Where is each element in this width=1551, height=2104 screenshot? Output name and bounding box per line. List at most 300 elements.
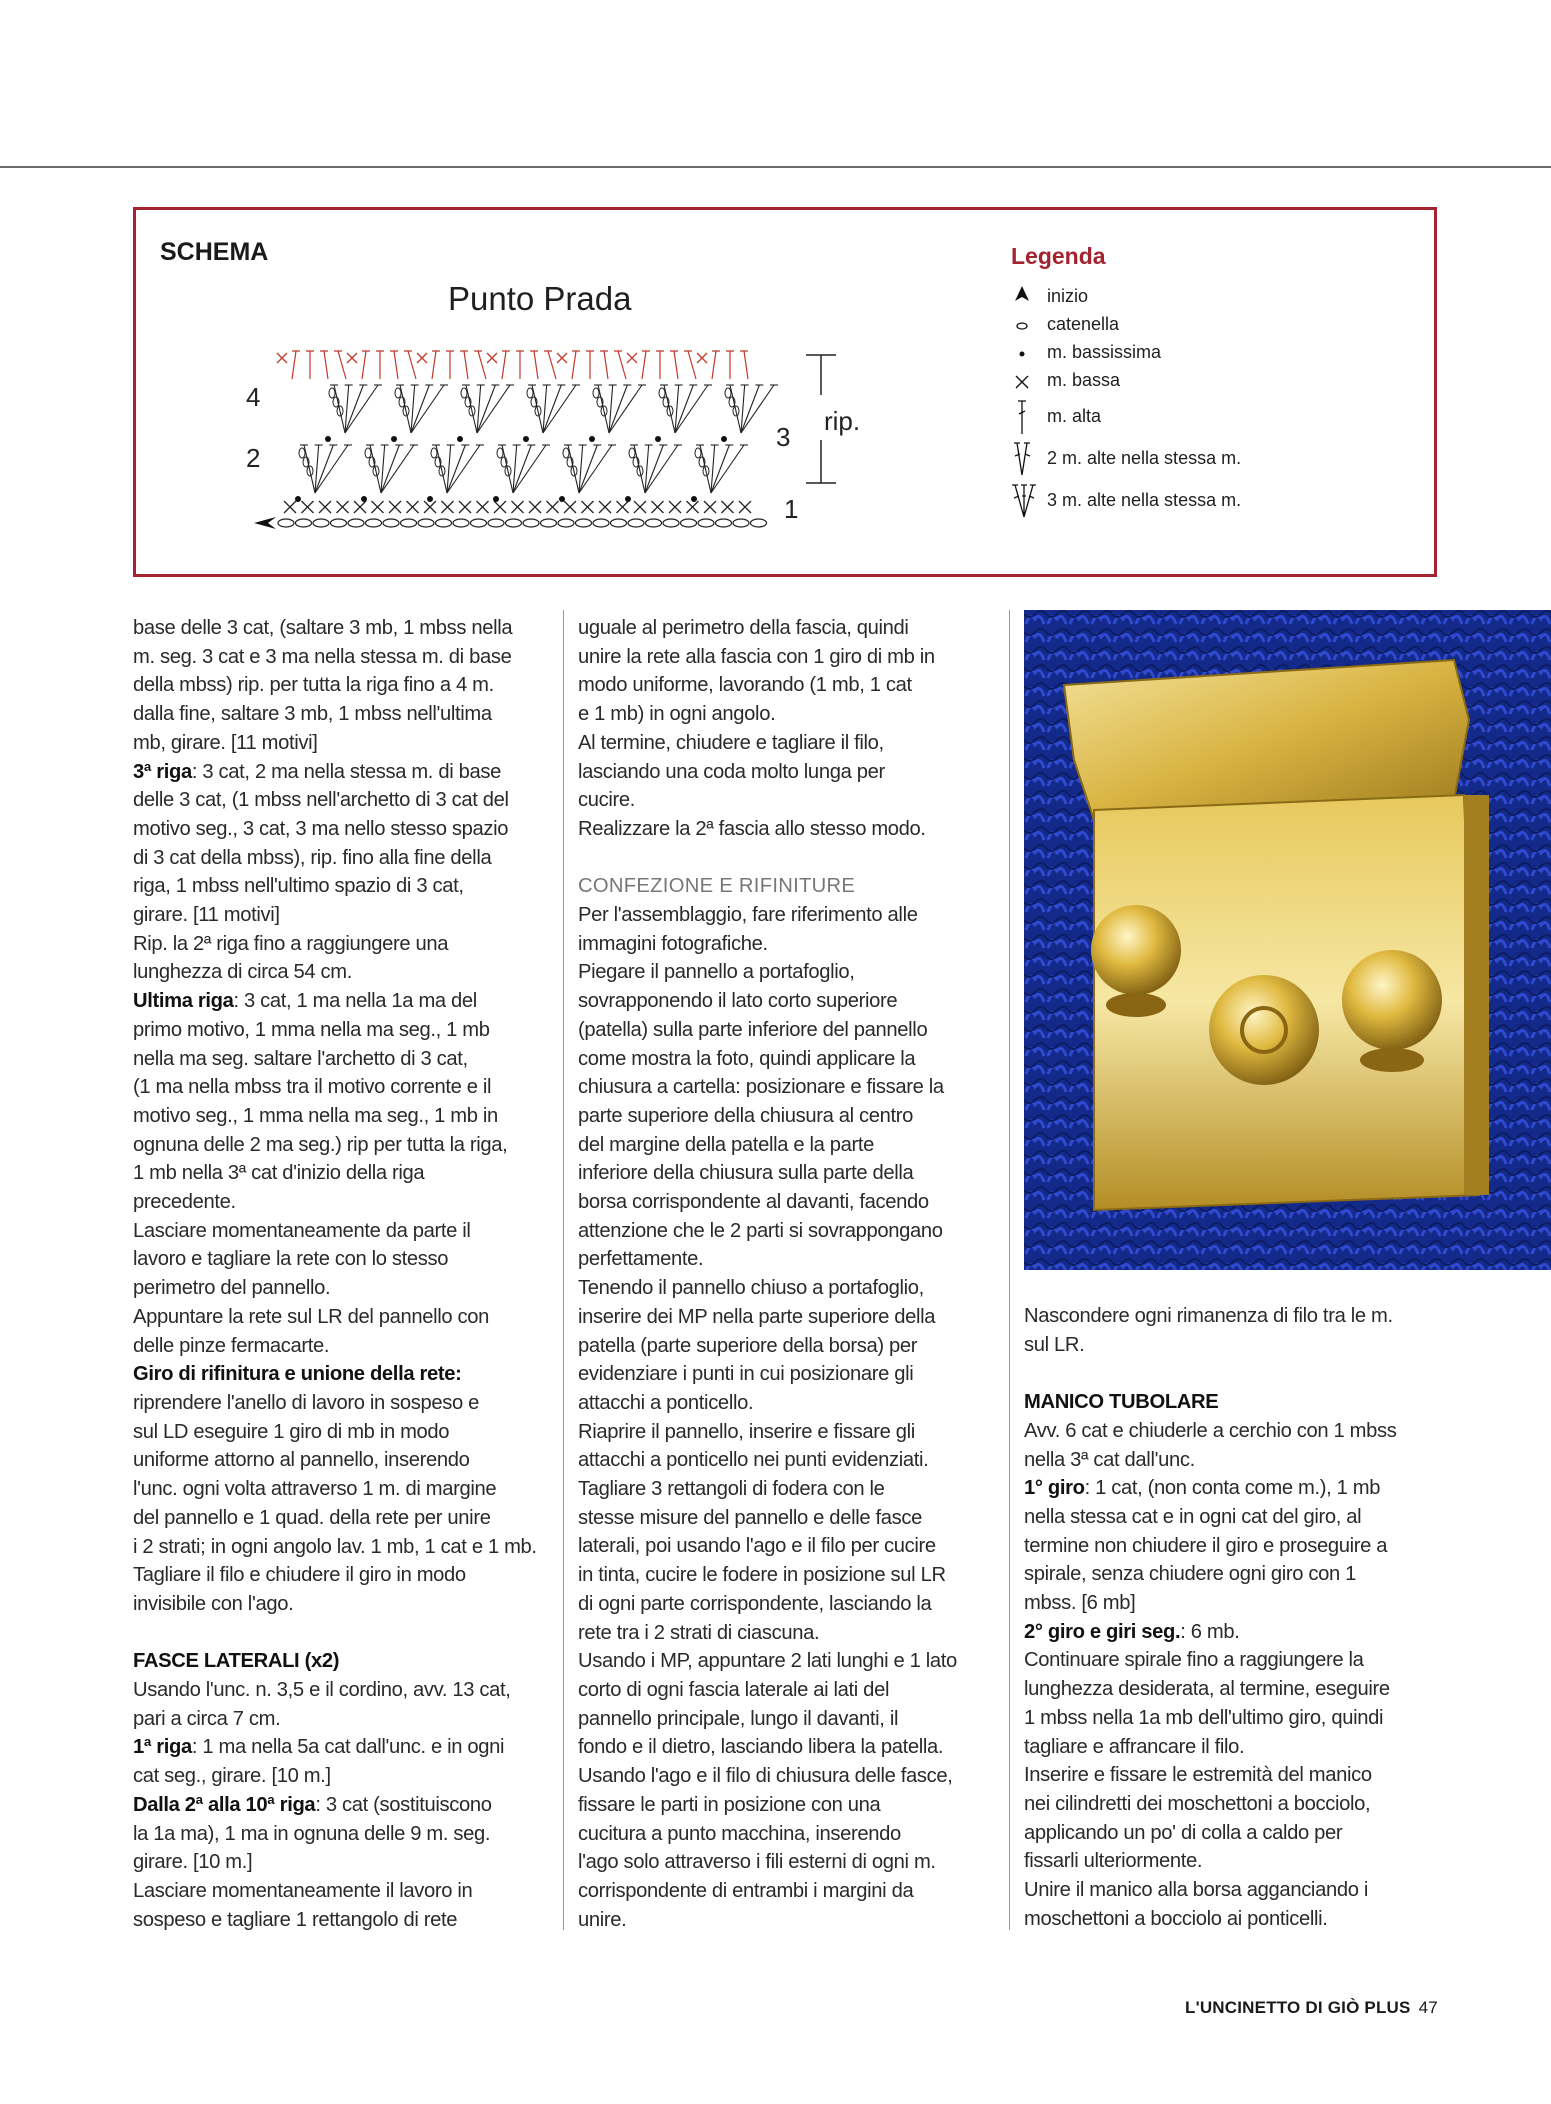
text-line: corto di ogni fascia laterale ai lati del xyxy=(578,1679,890,1701)
chain-stitch xyxy=(453,519,469,527)
double-crochet-stitch xyxy=(516,351,524,379)
row-label-4: 4 xyxy=(246,382,261,412)
text-line: fissare le parti in posizione con una xyxy=(578,1793,881,1816)
text-line: corrispondente di entrambi i margini da xyxy=(578,1879,914,1902)
text-line: Nascondere ogni rimanenza di filo tra le m. xyxy=(1024,1305,1393,1327)
magazine-name: L'UNCINETTO DI GIÒ PLUS xyxy=(1185,1998,1411,2017)
text-line: riprendere l'anello di lavoro in sospeso e xyxy=(133,1391,480,1414)
chain-stitch xyxy=(629,448,635,458)
double-crochet-stitch xyxy=(670,351,678,379)
slip-stitch-dot xyxy=(523,436,529,442)
single-crochet-stitch xyxy=(599,501,611,513)
legend-label: 2 m. alte nella stessa m. xyxy=(1047,448,1242,468)
text-line: attacchi a ponticello nei punti evidenziati. xyxy=(578,1449,929,1472)
text-line: perimetro del pannello. xyxy=(133,1277,331,1300)
double-crochet-stitch xyxy=(362,351,370,379)
single-crochet-stitch xyxy=(487,353,497,363)
text-line: Riaprire il pannello, inserire e fissare gli xyxy=(578,1420,915,1443)
double-crochet-stitch xyxy=(614,351,626,379)
legend-title: Legenda xyxy=(1011,243,1106,269)
single-crochet-row xyxy=(284,501,751,513)
text-line: Lasciare momentaneamente il lavoro in xyxy=(133,1879,473,1902)
single-crochet-stitch xyxy=(407,501,419,513)
double-crochet-stitch xyxy=(634,445,645,493)
single-crochet-stitch xyxy=(512,501,524,513)
single-crochet-stitch xyxy=(529,501,541,513)
text-line: rete tra i 2 strati di ciascuna. xyxy=(578,1621,820,1644)
chain-stitch xyxy=(366,519,382,527)
chain-stitch xyxy=(611,519,627,527)
chain-stitch xyxy=(348,519,364,527)
double-crochet-stitch xyxy=(411,385,444,433)
text-line: Continuare spirale fino a raggiungere la xyxy=(1024,1649,1364,1672)
text-line: Appuntare la rete sul LR del pannello con xyxy=(133,1305,490,1328)
text-line: delle 3 cat, (1 mbss nell'archetto di 3 cat del xyxy=(133,789,509,812)
text-line: riga, 1 mbss nell'ultimo spazio di 3 cat, xyxy=(133,875,464,898)
double-crochet-stitch xyxy=(568,445,579,493)
round-1-instruction xyxy=(1024,1474,1444,1503)
single-crochet-stitch xyxy=(704,501,716,513)
chain-stitch xyxy=(681,519,697,527)
text-line: Usando l'ago e il filo di chiusura delle fasce, xyxy=(578,1765,953,1788)
text-line: parte superiore della chiusura al centro xyxy=(578,1104,913,1127)
text-line: della mbss) rip. per tutta la riga fino a 4 m. xyxy=(133,674,494,697)
chain-stitch xyxy=(576,519,592,527)
chain-stitch xyxy=(563,448,569,458)
text-line: spirale, senza chiudere ogni giro con 1 xyxy=(1024,1563,1356,1586)
three-double-crochet-icon xyxy=(1011,480,1033,525)
slip-stitch-dot xyxy=(493,496,499,502)
chain-stitch xyxy=(436,519,452,527)
slip-stitch-dot xyxy=(457,436,463,442)
chain-stitch xyxy=(488,519,504,527)
double-crochet-stitch xyxy=(675,385,708,433)
double-crochet-stitch xyxy=(292,351,300,379)
row-1-instruction xyxy=(133,1733,553,1762)
text-line: inserire dei MP nella parte superiore della xyxy=(578,1305,936,1328)
text-line: fissarli ulteriormente. xyxy=(1024,1850,1203,1873)
text-line: uniforme attorno al pannello, inserendo xyxy=(133,1449,470,1472)
text-run: : 3 cat, 2 ma nella stessa m. di base xyxy=(191,760,501,783)
text-line: lunghezza desiderata, al termine, eseguire xyxy=(1024,1678,1390,1701)
chain-stitch xyxy=(695,448,701,458)
legend xyxy=(1011,243,1431,522)
double-crochet-icon xyxy=(1011,396,1033,441)
stitch-diagram xyxy=(246,335,906,565)
single-crochet-stitch xyxy=(697,353,707,363)
text-line: sospeso e tagliare 1 rettangolo di rete xyxy=(133,1908,458,1931)
text-line: i 2 strati; in ogni angolo lav. 1 mb, 1 cat e 1 mb. xyxy=(133,1535,537,1558)
double-crochet-stitch xyxy=(345,385,378,433)
chain-stitch xyxy=(663,519,679,527)
text-line: sovrapponendo il lato corto superiore xyxy=(578,990,898,1013)
legend-label: m. bassa xyxy=(1047,370,1121,390)
text-line: Usando i MP, appuntare 2 lati lunghi e 1 lato xyxy=(578,1650,957,1673)
single-crochet-stitch xyxy=(337,501,349,513)
double-crochet-stitch xyxy=(376,351,384,379)
text-line: chiusura a cartella: posizionare e fissare la xyxy=(578,1076,944,1099)
top-rule xyxy=(0,166,1551,168)
slip-stitch-dot xyxy=(655,436,661,442)
single-crochet-stitch xyxy=(302,501,314,513)
text-line: tagliare e affrancare il filo. xyxy=(1024,1735,1245,1758)
chain-stitch xyxy=(716,519,732,527)
text-line: Usando l'unc. n. 3,5 e il cordino, avv. 13 cat, xyxy=(133,1679,511,1701)
double-crochet-stitch xyxy=(334,351,346,379)
single-crochet-stitch xyxy=(564,501,576,513)
start-arrow-icon xyxy=(254,517,276,529)
slip-stitch-dot xyxy=(361,496,367,502)
single-crochet-stitch xyxy=(354,501,366,513)
slip-stitch-dot xyxy=(691,496,697,502)
text-line: di 3 cat della mbss), rip. fino alla fine della xyxy=(133,846,492,869)
text-line: dalla fine, saltare 3 mb, 1 mbss nell'ultima xyxy=(133,703,492,726)
single-crochet-stitch xyxy=(634,501,646,513)
single-crochet-stitch xyxy=(424,501,436,513)
text-line: mb, girare. [11 motivi] xyxy=(133,731,318,754)
text-line: applicando un po' di colla a caldo per xyxy=(1024,1821,1343,1844)
text-line: base delle 3 cat, (saltare 3 mb, 1 mbss nella xyxy=(133,617,513,639)
double-crochet-stitch xyxy=(700,445,711,493)
single-crochet-stitch xyxy=(494,501,506,513)
double-crochet-stitch xyxy=(466,385,477,433)
single-crochet-stitch xyxy=(477,501,489,513)
double-crochet-stitch xyxy=(711,445,744,493)
double-crochet-stitch xyxy=(726,351,734,379)
last-row-instruction xyxy=(133,987,553,1016)
text-column-2 xyxy=(578,614,998,1934)
legend-item-two-double-crochet xyxy=(1011,438,1431,480)
double-crochet-stitch xyxy=(664,385,675,433)
text-line: la 1a ma), 1 ma in ognuna delle 9 m. seg. xyxy=(133,1822,491,1845)
text-line: 1 mbss nella 1a mb dell'ultimo giro, quindi xyxy=(1024,1706,1384,1729)
text-line: laterali, poi usando l'ago e il filo per cucire xyxy=(578,1535,936,1558)
text-line: Tenendo il pannello chiuso a portafoglio, xyxy=(578,1277,924,1300)
text-line: invisibile con l'ago. xyxy=(133,1592,294,1615)
double-crochet-stitch xyxy=(609,385,642,433)
double-crochet-stitch xyxy=(306,351,314,379)
row-heading: 1ª riga xyxy=(133,1736,192,1759)
text-line: cucire. xyxy=(578,789,636,812)
double-crochet-stitch xyxy=(656,351,664,379)
text-line: motivo seg., 3 cat, 3 ma nello stesso spazio xyxy=(133,817,509,840)
page-number: 47 xyxy=(1418,1998,1438,2017)
top-row xyxy=(277,351,748,379)
double-crochet-stitch xyxy=(684,351,696,379)
single-crochet-stitch xyxy=(459,501,471,513)
single-crochet-stitch xyxy=(582,501,594,513)
text-line: primo motivo, 1 mma nella ma seg., 1 mb xyxy=(133,1018,490,1041)
text-line: nella 3ª cat dall'unc. xyxy=(1024,1448,1195,1471)
single-crochet-stitch xyxy=(389,501,401,513)
slip-stitch-dot xyxy=(589,436,595,442)
text-line: (1 ma nella mbss tra il motivo corrente e il xyxy=(133,1076,492,1099)
text-line: cucitura a punto macchina, inserendo xyxy=(578,1822,901,1845)
single-crochet-stitch xyxy=(722,501,734,513)
double-crochet-stitch xyxy=(598,385,609,433)
legend-item-three-double-crochet xyxy=(1011,480,1431,522)
chain-stitch xyxy=(541,519,557,527)
chain-icon xyxy=(1011,312,1033,337)
legend-label: inizio xyxy=(1047,286,1089,306)
double-crochet-stitch xyxy=(579,445,612,493)
legend-label: m. bassissima xyxy=(1047,342,1162,362)
text-line: modo uniforme, lavorando (1 mb, 1 cat xyxy=(578,674,912,697)
schema-title: SCHEMA xyxy=(160,238,269,266)
single-crochet-stitch xyxy=(547,501,559,513)
text-line: precedente. xyxy=(133,1191,236,1214)
row-label-1: 1 xyxy=(784,494,799,524)
text-run: : 3 cat, 1 ma nella 1a ma del xyxy=(233,990,477,1013)
chain-stitch xyxy=(628,519,644,527)
text-line: girare. [11 motivi] xyxy=(133,904,280,927)
double-crochet-stitch xyxy=(532,385,543,433)
legend-label: catenella xyxy=(1047,314,1120,334)
double-crochet-stitch xyxy=(460,351,468,379)
text-line: del pannello e 1 quad. della rete per unire xyxy=(133,1506,491,1529)
slip-stitch-dot xyxy=(295,496,301,502)
text-line: Realizzare la 2ª fascia allo stesso modo. xyxy=(578,817,926,840)
text-line: 1 mb nella 3ª cat d'inizio della riga xyxy=(133,1162,425,1185)
slip-stitch-icon xyxy=(1011,340,1033,365)
text-line: inferiore della chiusura sulla parte della xyxy=(578,1162,914,1185)
text-line: come mostra la foto, quindi applicare la xyxy=(578,1047,916,1070)
text-line: borsa corrispondente al davanti, facendo xyxy=(578,1191,929,1214)
double-crochet-stitch xyxy=(370,445,381,493)
text-line: delle pinze fermacarte. xyxy=(133,1334,330,1357)
double-crochet-stitch xyxy=(502,351,510,379)
start-arrow-icon xyxy=(1011,284,1033,309)
text-line: stesse misure del pannello e delle fasce xyxy=(578,1506,922,1529)
chain-stitch xyxy=(506,519,522,527)
text-line: sul LD eseguire 1 giro di mb in modo xyxy=(133,1420,450,1443)
text-line: perfettamente. xyxy=(578,1248,704,1271)
slip-stitch-dot xyxy=(559,496,565,502)
text-line: di ogni parte corrispondente, lasciando la xyxy=(578,1592,932,1615)
single-crochet-stitch xyxy=(627,353,637,363)
single-crochet-stitch xyxy=(372,501,384,513)
chain-stitch xyxy=(659,388,665,398)
text-line: Tagliare 3 rettangoli di fodera con le xyxy=(578,1478,885,1501)
single-crochet-stitch xyxy=(669,501,681,513)
slip-stitch-dot xyxy=(625,496,631,502)
text-line: Tagliare il filo e chiudere il giro in modo xyxy=(133,1564,466,1587)
text-column-3 xyxy=(1024,1302,1444,1933)
double-crochet-stitch xyxy=(544,351,556,379)
single-crochet-icon xyxy=(1011,368,1033,397)
chain-stitch xyxy=(646,519,662,527)
legend-item-single-crochet xyxy=(1011,368,1431,396)
chain-stitch xyxy=(497,448,503,458)
row-heading: Ultima riga xyxy=(133,990,234,1013)
slip-stitch-dot xyxy=(391,436,397,442)
text-line: attenzione che le 2 parti si sovrappongano xyxy=(578,1219,943,1242)
chain-stitch xyxy=(527,388,533,398)
single-crochet-stitch xyxy=(319,501,331,513)
text-line: l'unc. ogni volta attraverso 1 m. di margine xyxy=(133,1478,497,1501)
text-line: pari a circa 7 cm. xyxy=(133,1707,281,1730)
chain-row xyxy=(278,519,767,527)
single-crochet-stitch xyxy=(652,501,664,513)
double-crochet-stitch xyxy=(730,385,741,433)
section-heading-side-bands: FASCE LATERALI (x2) xyxy=(133,1650,340,1673)
text-line: attacchi a ponticello. xyxy=(578,1391,754,1414)
row-heading: 1° giro xyxy=(1024,1477,1085,1500)
round-2-instruction xyxy=(1024,1618,1444,1647)
double-crochet-stitch xyxy=(404,351,416,379)
slip-stitch-dot xyxy=(721,436,727,442)
chain-stitch xyxy=(383,519,399,527)
text-line: lasciando una coda molto lunga per xyxy=(578,760,885,783)
text-line: Inserire e fissare le estremità del manico xyxy=(1024,1764,1372,1787)
text-line: sul LR. xyxy=(1024,1333,1085,1356)
text-column-1 xyxy=(133,614,553,1934)
chain-stitch xyxy=(523,519,539,527)
schema-box xyxy=(133,207,1437,577)
text-line: l'ago solo attraverso i fili esterni di ogni m. xyxy=(578,1851,936,1874)
double-crochet-stitch xyxy=(740,351,748,379)
text-line: nella ma seg. saltare l'archetto di 3 cat, xyxy=(133,1047,468,1070)
text-line: del margine della patella e la parte xyxy=(578,1133,875,1156)
single-crochet-stitch xyxy=(417,353,427,363)
row-heading: Dalla 2ª alla 10ª riga xyxy=(133,1793,316,1816)
text-line: cat seg., girare. [10 m.] xyxy=(133,1765,331,1788)
chain-stitch xyxy=(558,519,574,527)
chain-stitch xyxy=(365,448,371,458)
double-crochet-stitch xyxy=(446,351,454,379)
repeat-label: rip. xyxy=(824,406,861,436)
row-label-3: 3 xyxy=(776,422,791,452)
chain-stitch xyxy=(313,519,329,527)
text-line: Lasciare momentaneamente da parte il xyxy=(133,1219,471,1242)
chain-stitch xyxy=(751,519,767,527)
text-line: moschettoni a bocciolo ai ponticelli. xyxy=(1024,1907,1328,1930)
text-line: unire. xyxy=(578,1908,627,1931)
double-crochet-stitch xyxy=(645,445,678,493)
text-run: : 1 cat, (non conta come m.), 1 mb xyxy=(1084,1477,1381,1500)
row-label-2: 2 xyxy=(246,443,261,473)
finishing-round-heading xyxy=(133,1360,553,1389)
single-crochet-stitch xyxy=(277,353,287,363)
slip-stitch-dot xyxy=(325,436,331,442)
rows-2-10-instruction xyxy=(133,1791,553,1820)
text-line: girare. [10 m.] xyxy=(133,1851,253,1874)
chain-stitch xyxy=(395,388,401,398)
chain-stitch xyxy=(331,519,347,527)
chain-stitch xyxy=(418,519,434,527)
double-crochet-stitch xyxy=(334,385,345,433)
text-line: m. seg. 3 cat e 3 ma nella stessa m. di base xyxy=(133,645,512,668)
chain-stitch xyxy=(593,519,609,527)
text-line: unire la rete alla fascia con 1 giro di mb in xyxy=(578,645,935,668)
text-run: : 1 ma nella 5a cat dall'unc. e in ogni xyxy=(191,1736,505,1759)
double-crochet-stitch xyxy=(513,445,546,493)
chain-stitch xyxy=(461,388,467,398)
chain-stitch xyxy=(725,388,731,398)
chain-stitch xyxy=(698,519,714,527)
text-line: e 1 mb) in ogni angolo. xyxy=(578,703,776,726)
double-crochet-stitch xyxy=(572,351,580,379)
text-line: immagini fotografiche. xyxy=(578,932,768,955)
double-crochet-stitch xyxy=(447,445,480,493)
clasp-photo-image xyxy=(1024,610,1551,1270)
chain-stitch xyxy=(278,519,294,527)
section-heading-finishing: CONFEZIONE E RIFINITURE xyxy=(578,875,856,898)
double-crochet-stitch xyxy=(543,385,576,433)
double-crochet-stitch xyxy=(315,445,348,493)
double-crochet-stitch xyxy=(712,351,720,379)
double-crochet-stitch xyxy=(436,445,447,493)
legend-item-chain xyxy=(1011,312,1431,340)
chain-stitch xyxy=(299,448,305,458)
text-line: (patella) sulla parte inferiore del pannello xyxy=(578,1018,928,1041)
text-line: ognuna delle 2 ma seg.) rip per tutta la riga, xyxy=(133,1133,508,1156)
text-run: : 3 cat (sostituiscono xyxy=(315,1793,492,1816)
chain-stitch xyxy=(593,388,599,398)
text-line: fondo e il dietro, lasciando libera la patella. xyxy=(578,1736,944,1759)
text-line: patella (parte superiore della borsa) per xyxy=(578,1334,918,1357)
double-crochet-stitch xyxy=(304,445,315,493)
legend-label: m. alta xyxy=(1047,406,1102,426)
text-line: nei cilindretti dei moschettoni a bocciolo, xyxy=(1024,1792,1371,1815)
legend-item-slip-stitch xyxy=(1011,340,1431,368)
double-crochet-stitch xyxy=(600,351,608,379)
legend-item-start xyxy=(1011,284,1431,312)
single-crochet-stitch xyxy=(442,501,454,513)
chain-stitch xyxy=(296,519,312,527)
double-crochet-stitch xyxy=(502,445,513,493)
text-line: Rip. la 2ª riga fino a raggiungere una xyxy=(133,932,449,955)
text-run: : 6 mb. xyxy=(1180,1620,1240,1643)
text-line: pannello principale, lungo il davanti, il xyxy=(578,1707,899,1730)
text-line: mbss. [6 mb] xyxy=(1024,1592,1136,1615)
slip-stitch-dot xyxy=(427,496,433,502)
text-line: nella stessa cat e in ogni cat del giro, al xyxy=(1024,1505,1362,1528)
column-separator xyxy=(563,610,564,1930)
text-line: evidenziare i punti in cui posizionare gli xyxy=(578,1363,914,1386)
chain-stitch xyxy=(329,388,335,398)
row-3-instruction xyxy=(133,758,553,787)
text-line: in tinta, cucire le fodere in posizione sul LR xyxy=(578,1564,946,1587)
double-crochet-stitch xyxy=(642,351,650,379)
text-line: Al termine, chiudere e tagliare il filo, xyxy=(578,731,884,754)
chain-stitch xyxy=(431,448,437,458)
column-separator xyxy=(1009,610,1010,1930)
legend-item-double-crochet xyxy=(1011,396,1431,438)
row-heading: 2° giro e giri seg. xyxy=(1024,1620,1181,1643)
text-line: uguale al perimetro della fascia, quindi xyxy=(578,617,909,639)
two-double-crochet-icon xyxy=(1011,438,1033,483)
text-line: termine non chiudere il giro e proseguire a xyxy=(1024,1534,1388,1557)
text-line: Per l'assemblaggio, fare riferimento alle xyxy=(578,904,918,927)
row-heading: Giro di rifinitura e unione della rete: xyxy=(133,1363,462,1386)
legend-label: 3 m. alte nella stessa m. xyxy=(1047,490,1242,510)
double-crochet-stitch xyxy=(400,385,411,433)
section-heading-handle: MANICO TUBOLARE xyxy=(1024,1391,1219,1414)
double-crochet-stitch xyxy=(320,351,328,379)
double-crochet-stitch xyxy=(474,351,486,379)
clasp-photo xyxy=(1024,610,1551,1270)
double-crochet-stitch xyxy=(586,351,594,379)
text-line: Unire il manico alla borsa agganciando i xyxy=(1024,1879,1368,1902)
text-line: Piegare il pannello a portafoglio, xyxy=(578,961,855,984)
double-crochet-stitch xyxy=(530,351,538,379)
row-heading: 3ª riga xyxy=(133,760,192,783)
double-crochet-stitch xyxy=(477,385,510,433)
double-crochet-stitch xyxy=(432,351,440,379)
text-line: Avv. 6 cat e chiuderle a cerchio con 1 mbss xyxy=(1024,1419,1397,1442)
text-line: lavoro e tagliare la rete con lo stesso xyxy=(133,1248,449,1271)
